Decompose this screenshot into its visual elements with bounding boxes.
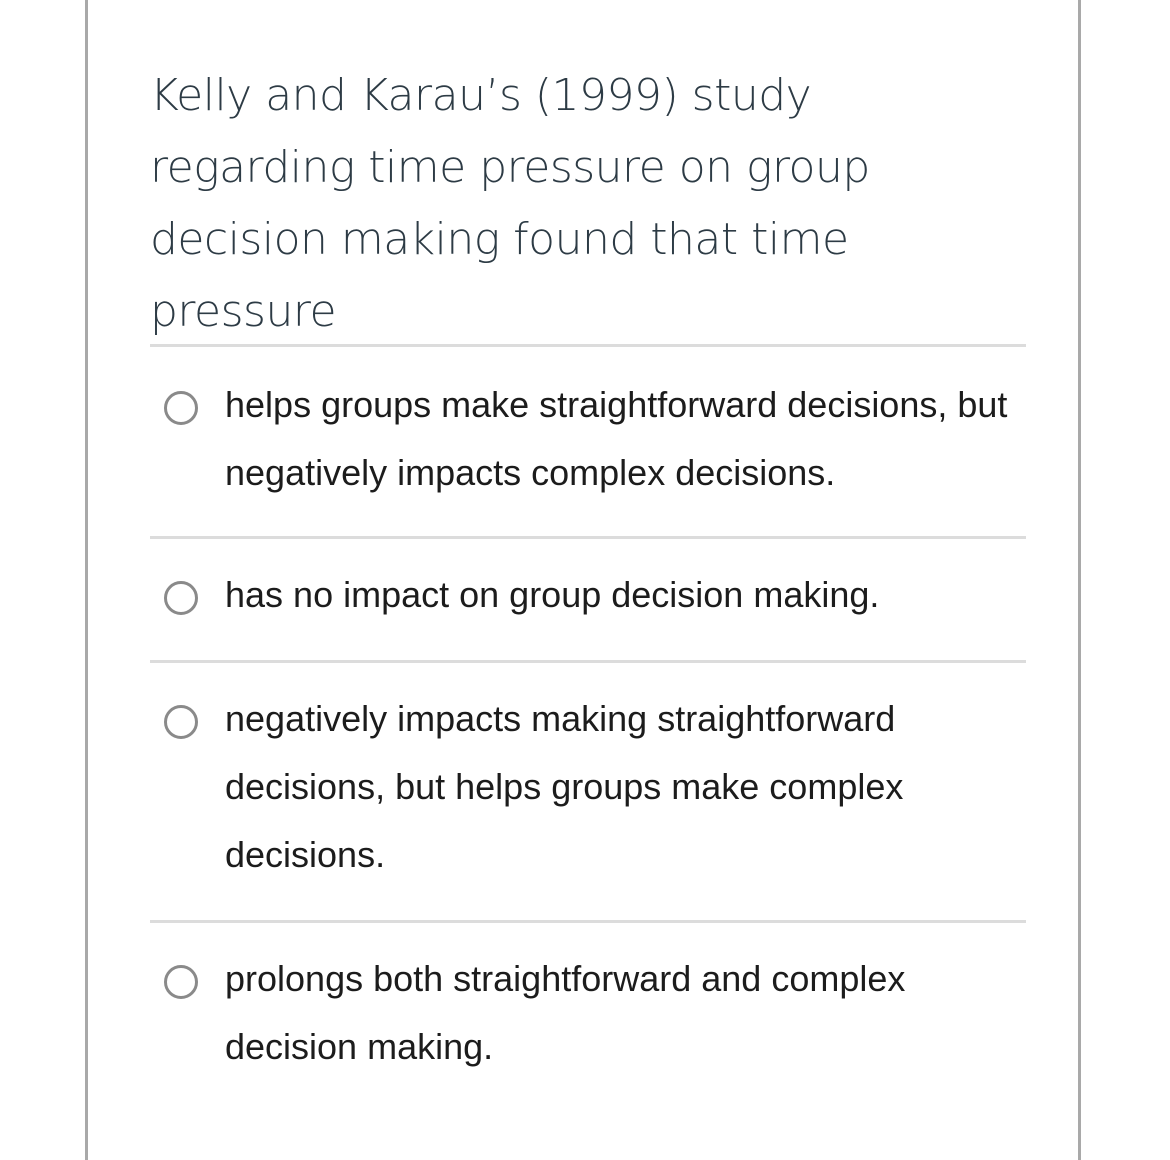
answer-option-2[interactable] [150, 536, 1026, 660]
radio-button-icon[interactable] [164, 705, 198, 739]
radio-button-icon[interactable] [164, 391, 198, 425]
answer-option-4[interactable] [150, 920, 1026, 1120]
radio-button-icon[interactable] [164, 581, 198, 615]
answer-label[interactable]: negatively impacts making straightforward decisions, but helps groups make complex decisions. [225, 698, 904, 875]
quiz-question-card [85, 0, 1081, 1160]
answer-label[interactable]: prolongs both straightforward and complex decision making. [225, 958, 906, 1067]
answer-label[interactable]: helps groups make straightforward decisions, but negatively impacts complex decisions. [225, 384, 1008, 493]
answer-option-3[interactable] [150, 660, 1026, 920]
answer-option-1[interactable] [150, 344, 1026, 536]
question-text: Kelly and Karau’s (1999) study regarding time pressure on group decision making found that time pressure [150, 70, 870, 337]
radio-button-icon[interactable] [164, 965, 198, 999]
answer-list [150, 344, 1026, 1120]
answer-label[interactable]: has no impact on group decision making. [225, 574, 880, 615]
